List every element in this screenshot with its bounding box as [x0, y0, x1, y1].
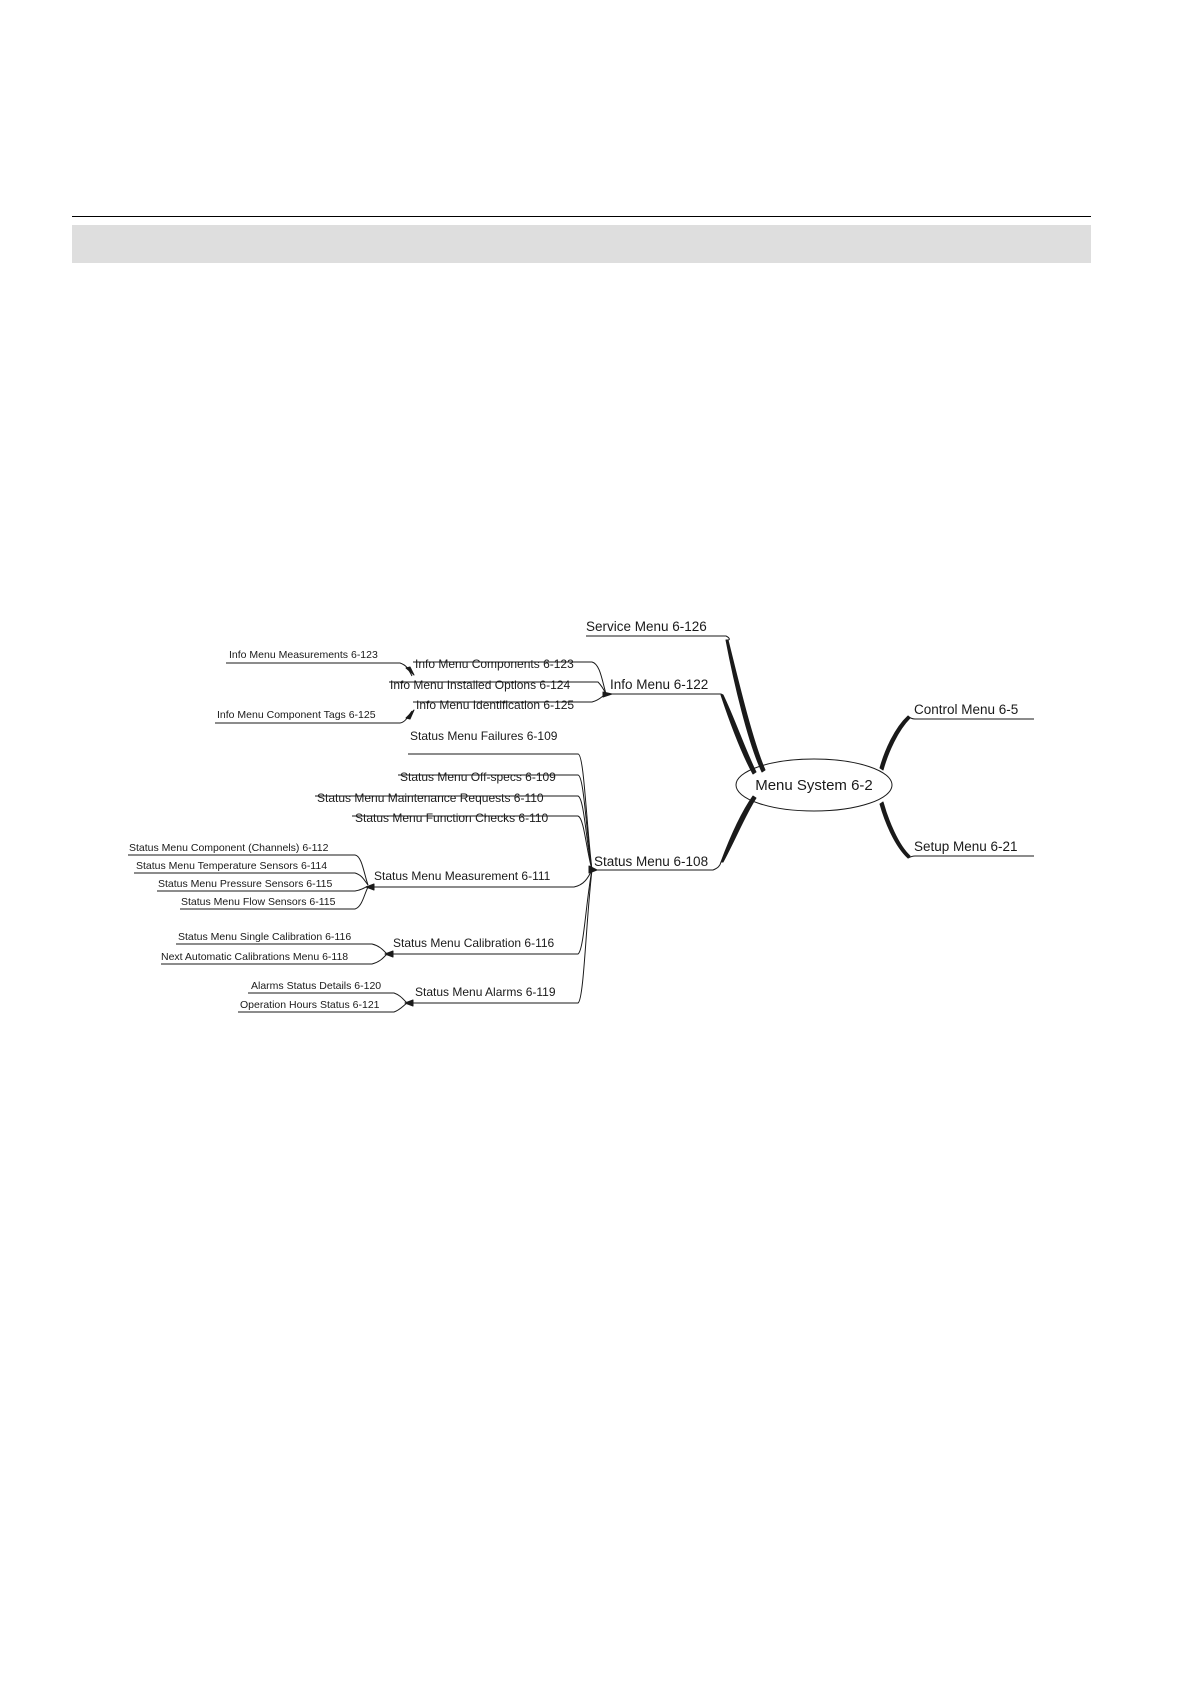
info-measurements-line — [226, 663, 412, 676]
channels-label: Status Menu Component (Channels) 6-112 — [129, 842, 329, 854]
status-calibration-label: Status Menu Calibration 6-116 — [393, 936, 555, 950]
status-offspecs-label: Status Menu Off-specs 6-109 — [400, 770, 556, 784]
connector-control — [880, 716, 910, 770]
status-maintenance-label: Status Menu Maintenance Requests 6-110 — [317, 791, 544, 805]
calibration-junction — [385, 951, 393, 957]
setup-line — [908, 856, 1034, 858]
service-line — [586, 636, 729, 640]
connector-setup — [880, 802, 910, 858]
status-maintenance-line — [315, 796, 592, 870]
operation-hours-label: Operation Hours Status 6-121 — [240, 999, 380, 1011]
service-menu-label: Service Menu 6-126 — [586, 619, 707, 634]
status-alarms-label: Status Menu Alarms 6-119 — [415, 985, 556, 999]
info-identification-label: Info Menu Identification 6-125 — [416, 698, 575, 712]
info-installed-options-label: Info Menu Installed Options 6-124 — [390, 678, 571, 692]
root-label: Menu System 6-2 — [755, 777, 873, 794]
alarms-status-details-label: Alarms Status Details 6-120 — [251, 980, 382, 992]
setup-menu-label: Setup Menu 6-21 — [914, 839, 1018, 854]
info-line — [606, 694, 723, 695]
next-auto-calibrations-label: Next Automatic Calibrations Menu 6-118 — [161, 951, 349, 963]
info-tags-junction — [406, 710, 414, 719]
status-failures-label: Status Menu Failures 6-109 — [410, 729, 558, 743]
status-menu-label: Status Menu 6-108 — [594, 854, 709, 869]
pressure-label: Status Menu Pressure Sensors 6-115 — [158, 878, 333, 890]
flow-label: Status Menu Flow Sensors 6-115 — [181, 896, 336, 908]
connector-status — [721, 796, 756, 862]
status-measurement-label: Status Menu Measurement 6-111 — [374, 869, 551, 883]
status-function-checks-label: Status Menu Function Checks 6-110 — [355, 811, 549, 825]
info-measurements-junction — [406, 667, 414, 675]
control-menu-label: Control Menu 6-5 — [914, 702, 1019, 717]
single-calibration-label: Status Menu Single Calibration 6-116 — [178, 931, 352, 943]
info-component-tags-label: Info Menu Component Tags 6-125 — [217, 709, 376, 721]
info-components-label: Info Menu Components 6-123 — [415, 657, 574, 671]
info-measurements-label: Info Menu Measurements 6-123 — [229, 649, 378, 661]
temperature-label: Status Menu Temperature Sensors 6-114 — [136, 860, 328, 872]
info-menu-label: Info Menu 6-122 — [610, 677, 709, 692]
